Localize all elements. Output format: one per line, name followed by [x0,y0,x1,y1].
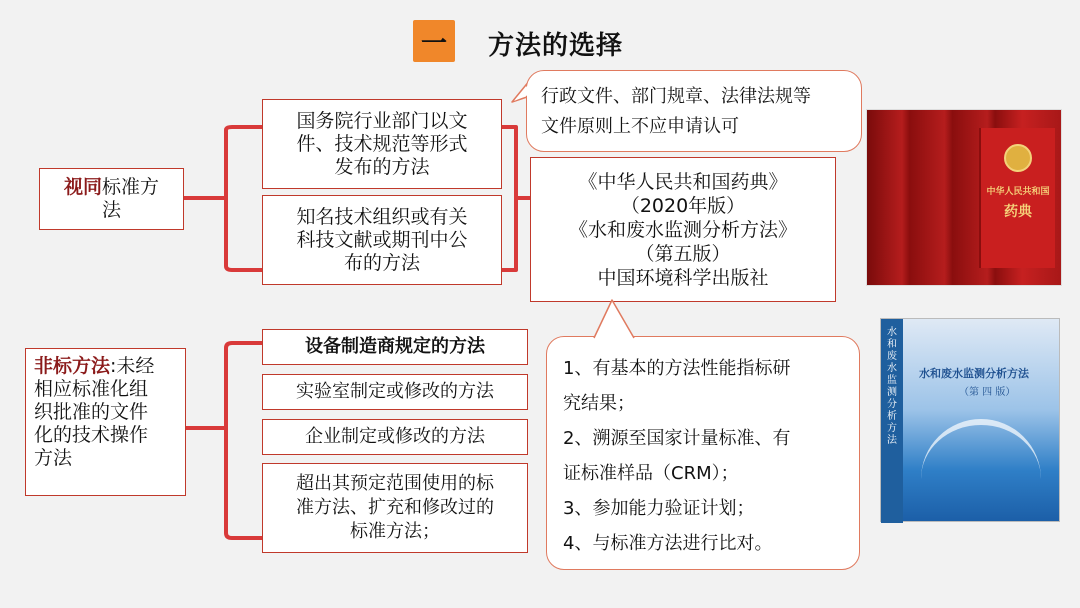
nonstandard-label-line-1 [34,355,154,378]
item-line: 布的方法 [343,251,420,274]
item-line: 准方法、扩充和修改过的 [296,497,494,518]
spine-char: 和 [887,339,897,350]
nonstandard-item-manufacturer: 设备制造商规定的方法 [262,329,528,365]
requirements-bubble [546,336,860,570]
equivalent-emphasis: 视同 [63,176,102,198]
book-cover-title: 水和废水监测分析方法 [919,367,1029,380]
requirement-line: 究结果； [563,393,635,414]
spine-char: 废 [887,351,897,362]
item-line: 发布的方法 [334,155,430,178]
water-monitoring-book-image [880,318,1060,522]
equivalent-item-technical-organization [262,195,502,285]
spine-char: 方 [887,423,897,434]
section-number-badge: 一 [413,20,455,62]
nonstandard-item-extended-standard [262,463,528,553]
equivalent-item-state-council [262,99,502,189]
spine-char: 水 [887,327,897,338]
spine-char: 监 [887,375,897,386]
regulatory-note-bubble [526,70,862,152]
requirements-bubble-tail [590,296,640,342]
note-line: 行政文件、部门规章、法律法规等 [541,86,811,107]
requirement-line: 证标准样品（CRM）； [563,463,739,484]
emblem-icon [1004,144,1032,172]
cover-title-line-1: 中华人民共和国 [986,187,1050,197]
nonstandard-label-line: 织批准的文件 [34,401,149,423]
requirement-line: 4、与标准方法进行比对。 [563,533,773,554]
item-line: 超出其预定范围使用的标 [296,473,494,494]
nonstandard-item-enterprise: 企业制定或修改的方法 [262,419,528,455]
example-line: （第五版） [635,242,731,265]
item-line: 国务院行业部门以文 [296,109,468,132]
pharmacopoeia-books-image [866,109,1062,286]
requirement-line: 1、有基本的方法性能指标研 [563,358,791,379]
spine-char: 法 [887,435,897,446]
nonstandard-label-line: 相应标准化组 [34,378,149,400]
examples-box [530,157,836,302]
nonstandard-method-label [25,348,186,496]
pharmacopoeia-cover [979,128,1055,268]
example-line: 中国环境科学出版社 [597,266,769,289]
equivalent-label-line-1 [64,176,159,199]
spine-char: 测 [887,387,897,398]
item-line: 件、技术规范等形式 [296,132,468,155]
wave-graphic [921,419,1041,499]
equivalent-label-line-2: 法 [101,199,121,221]
spine-char: 水 [887,363,897,374]
item-line: 科技文献或期刊中公 [296,228,468,251]
spine-char: 析 [887,411,897,422]
book-spine [881,319,903,523]
cover-title-line-2: 药典 [1004,204,1032,220]
nonstandard-label-rest-0: :未经 [110,355,155,377]
example-line: 《水和废水监测分析方法》 [568,218,797,241]
example-line: 《中华人民共和国药典》 [578,170,788,193]
note-bubble-tail-cover [500,72,540,112]
nonstandard-item-laboratory: 实验室制定或修改的方法 [262,374,528,410]
spine-char: 分 [887,399,897,410]
example-line: （2020年版） [620,194,746,217]
page-title: 方法的选择 [488,31,624,61]
book-cover-edition: （第 四 版） [959,387,1016,398]
requirement-line: 2、溯源至国家计量标准、有 [563,428,791,449]
nonstandard-label-line: 化的技术操作 [34,424,149,446]
note-line: 文件原则上不应申请认可 [541,116,739,137]
nonstandard-label-line: 方法 [34,447,73,469]
equivalent-label-rest-1: 标准方 [102,176,160,198]
equivalent-standard-label [39,168,184,230]
nonstandard-emphasis: 非标方法 [34,355,111,377]
item-line: 知名技术组织或有关 [296,205,468,228]
requirement-line: 3、参加能力验证计划； [563,498,755,519]
item-line: 标准方法； [350,521,440,542]
